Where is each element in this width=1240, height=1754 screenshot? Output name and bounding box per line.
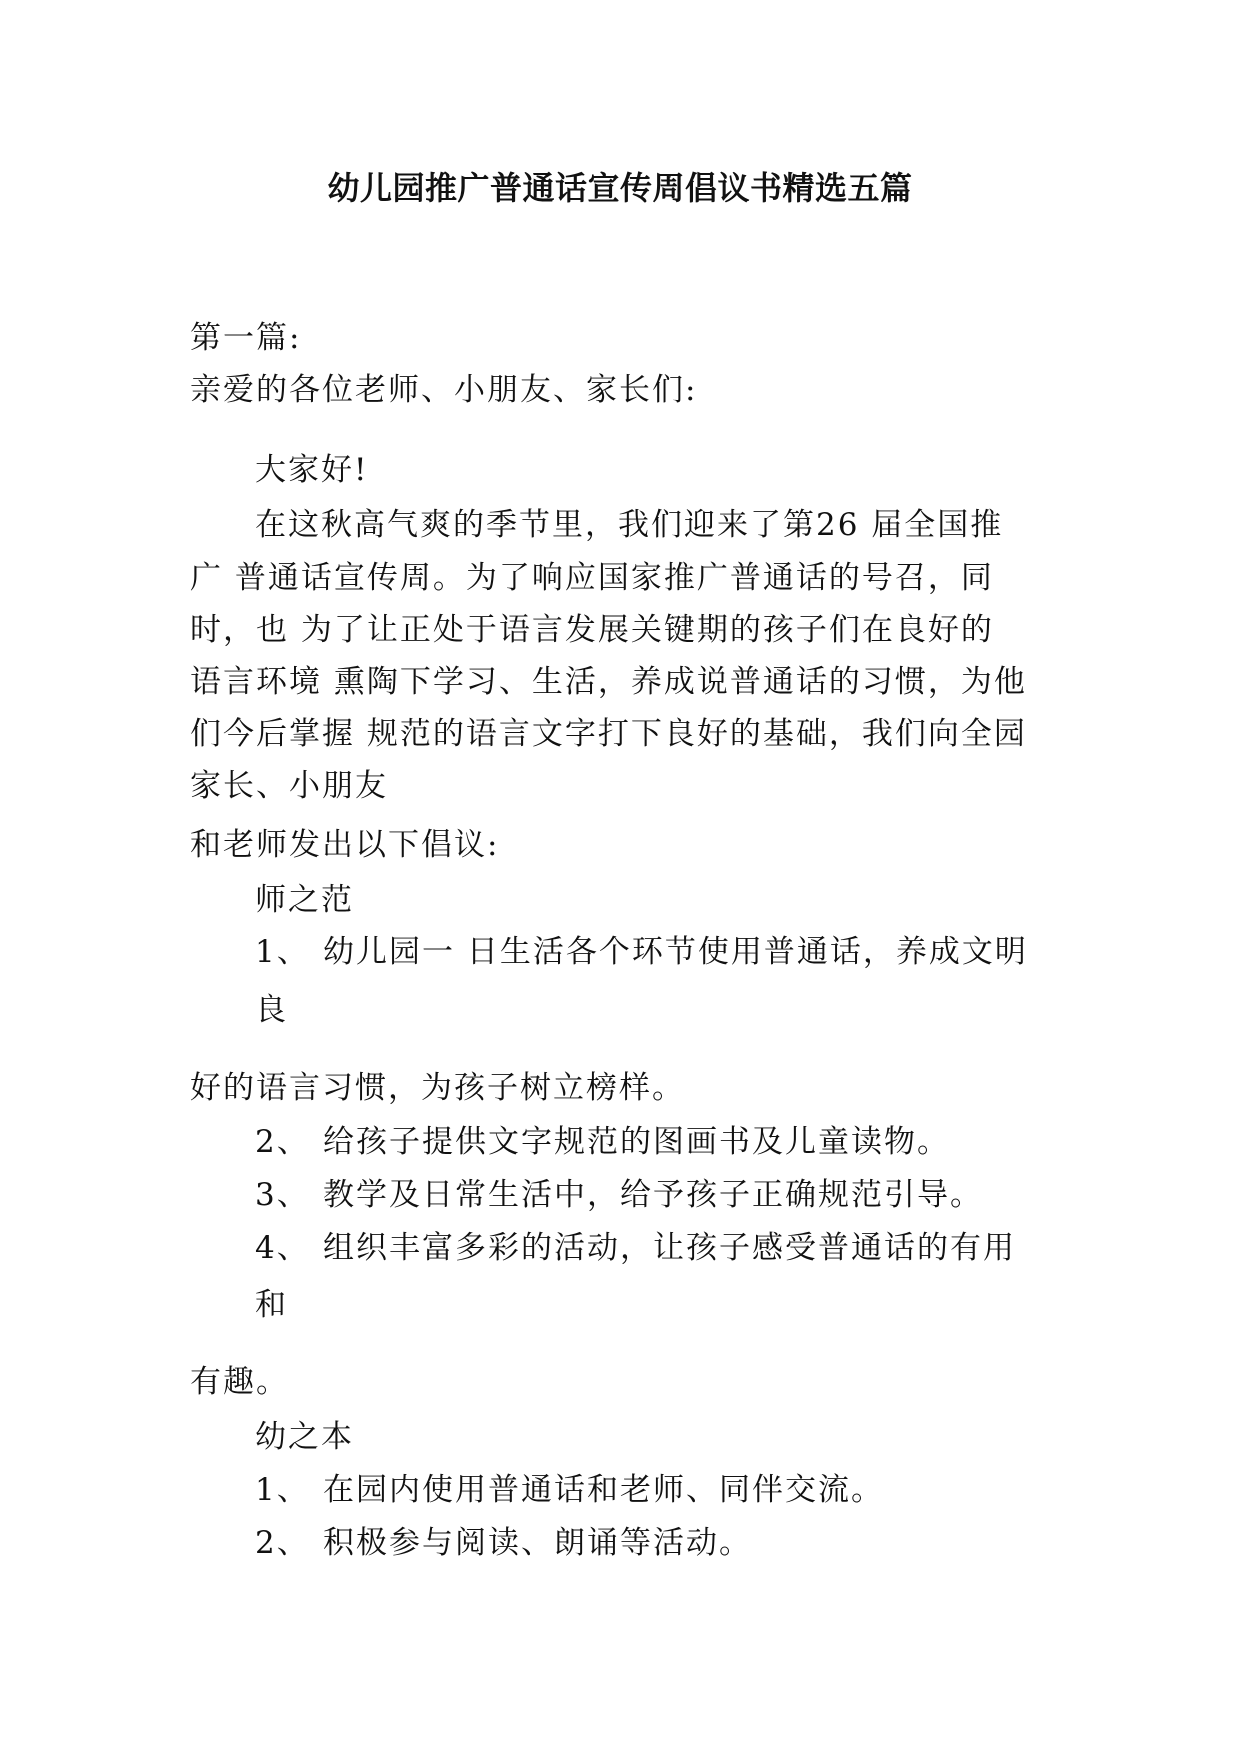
paragraph-line: 和老师发出以下倡议: xyxy=(190,827,500,863)
list-number: 1、 xyxy=(255,934,310,970)
paragraph-line: 家长、小朋友 xyxy=(190,768,388,804)
list-item xyxy=(255,1228,1016,1268)
list-number: 2、 xyxy=(255,1525,310,1561)
paragraph-line: 广 普通话宣传周。为了响应国家推广普通话的号召，同 xyxy=(190,560,994,596)
paragraph-line: 们今后掌握 规范的语言文字打下良好的基础，我们向全园 xyxy=(190,716,1027,752)
list-number: 1、 xyxy=(255,1472,310,1508)
list-item-text: 组织丰富多彩的活动，让孩子感受普通话的有用 xyxy=(323,1230,1016,1266)
salutation: 亲爱的各位老师、小朋友、家长们: xyxy=(190,372,698,408)
list-item xyxy=(255,1523,752,1563)
list-item-text: 教学及日常生活中，给予孩子正确规范引导。 xyxy=(323,1177,983,1213)
list-item xyxy=(255,1175,983,1215)
list-number: 2、 xyxy=(255,1124,310,1160)
greeting: 大家好! xyxy=(255,452,369,488)
paragraph-line: 在这秋高气爽的季节里，我们迎来了第26 届全国推 xyxy=(255,507,1004,543)
subsection-heading: 幼之本 xyxy=(255,1419,354,1455)
list-item-continuation: 好的语言习惯，为孩子树立榜样。 xyxy=(190,1070,685,1106)
list-number: 3、 xyxy=(255,1177,310,1213)
list-number: 4、 xyxy=(255,1230,310,1266)
list-item-text: 给孩子提供文字规范的图画书及儿童读物。 xyxy=(323,1124,950,1160)
paragraph-line: 语言环境 熏陶下学习、生活，养成说普通话的习惯，为他 xyxy=(190,664,1027,700)
list-item xyxy=(255,1122,950,1162)
list-item-continuation: 有趣。 xyxy=(190,1364,289,1400)
document-title: 幼儿园推广普通话宣传周倡议书精选五篇 xyxy=(327,169,913,207)
list-item xyxy=(255,932,1028,972)
section-heading: 第一篇: xyxy=(190,320,302,356)
list-item-text: 幼儿园一 日生活各个环节使用普通话，养成文明 xyxy=(323,934,1028,970)
list-item-text: 在园内使用普通话和老师、同伴交流。 xyxy=(323,1472,884,1508)
list-item-continuation: 和 xyxy=(255,1287,288,1323)
list-item-continuation: 良 xyxy=(255,992,288,1028)
list-item-text: 积极参与阅读、朗诵等活动。 xyxy=(323,1525,752,1561)
paragraph-line: 时，也 为了让正处于语言发展关键期的孩子们在良好的 xyxy=(190,612,994,648)
list-item xyxy=(255,1470,884,1510)
subsection-heading: 师之范 xyxy=(255,882,354,918)
